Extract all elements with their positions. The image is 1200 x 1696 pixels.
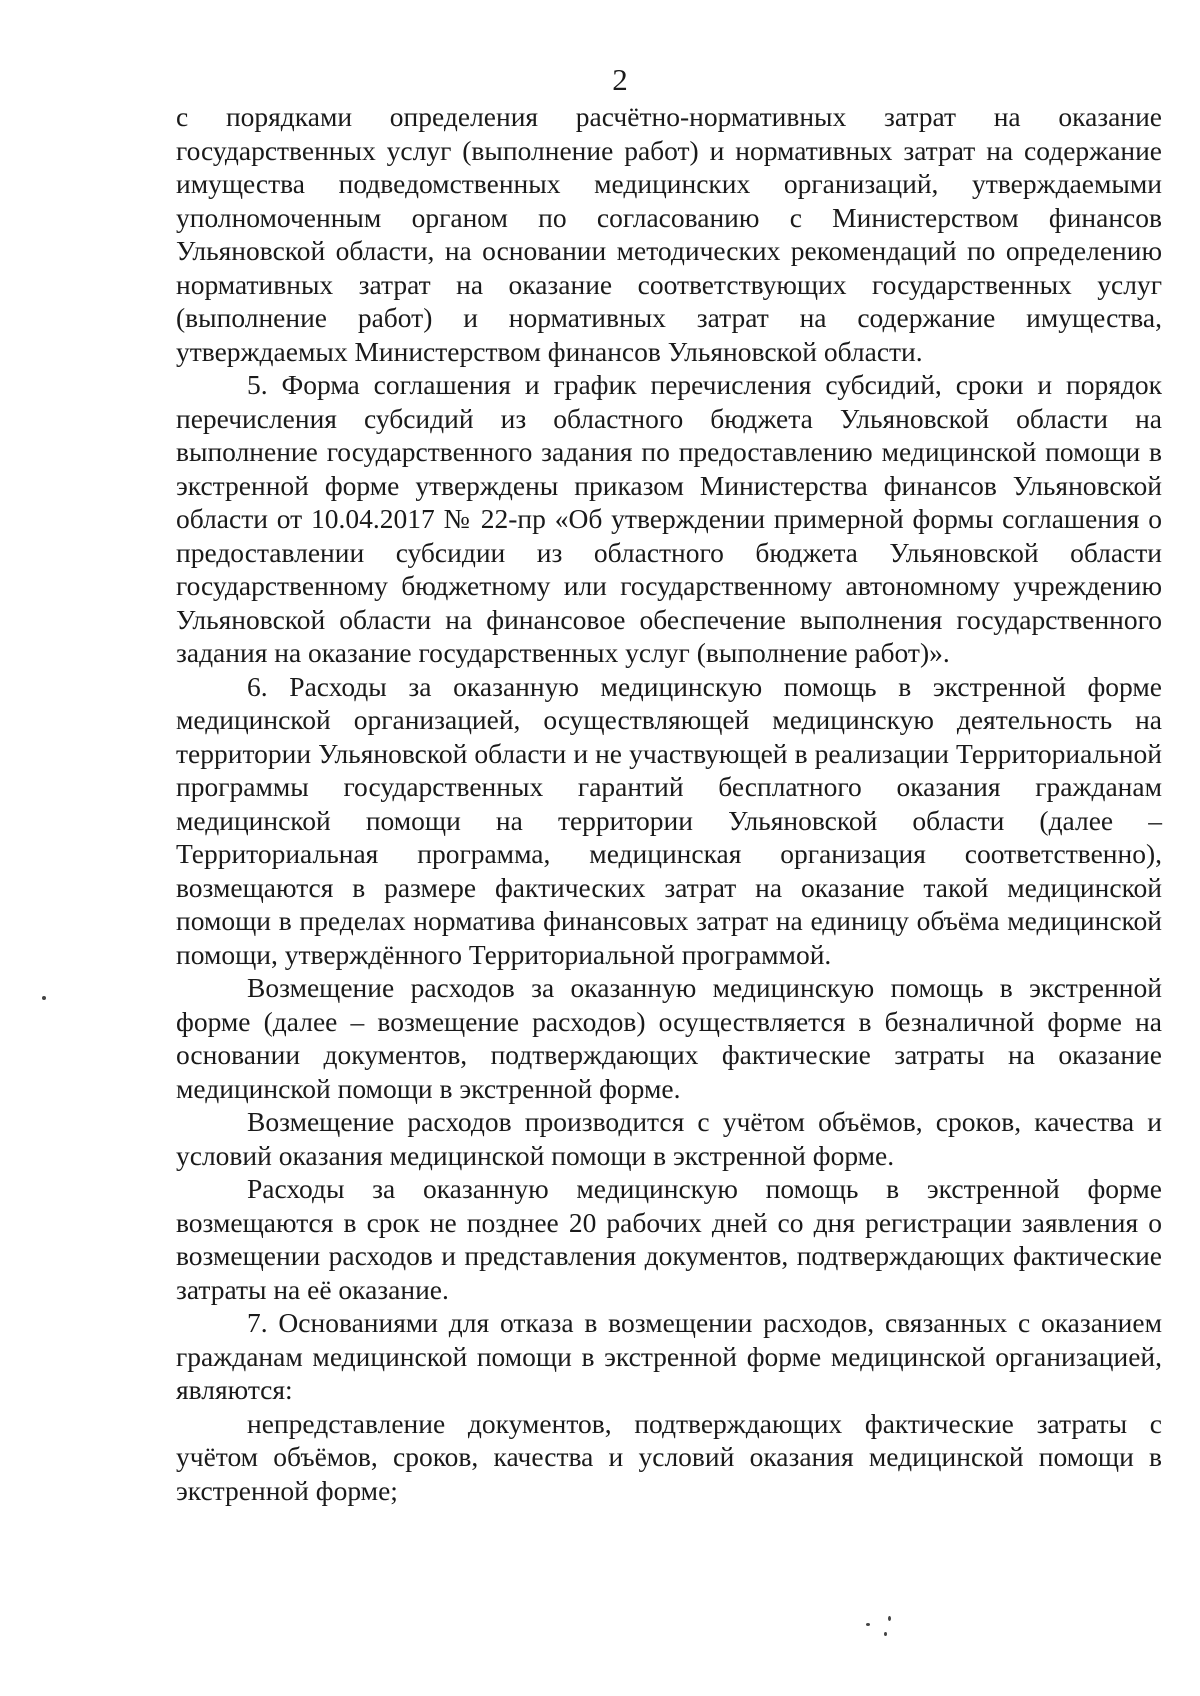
scan-speck	[42, 996, 46, 1000]
paragraph-reimbursement-deadline: Расходы за оказанную медицинскую помощь в экстренной форме возмещаются в срок не позднее 20 рабочих дней со дня регистрации заявления о возмещении расходов и представления документов, подтверждающих фактические затраты на её оказание.	[176, 1173, 1162, 1305]
scan-speck	[888, 1616, 891, 1621]
paragraph-refusal-reason: непредставление документов, подтверждающих фактические затраты с учётом объёмов, сроков, качества и условий оказания медицинской помощи в экстренной форме;	[176, 1407, 1162, 1506]
paragraph-reimbursement-basis: Возмещение расходов за оказанную медицинскую помощь в экстренной форме (далее – возмещение расходов) осуществляется в безналичной форме на основании документов, подтверждающих фактические затраты на оказание медицинской помощи в экстренной форме.	[176, 972, 1162, 1104]
document-body	[176, 100, 1162, 1507]
paragraph-reimbursement-conditions: Возмещение расходов производится с учётом объёмов, сроков, качества и условий оказания медицинской помощи в экстренной форме.	[176, 1106, 1162, 1171]
paragraph-item-6: 6. Расходы за оказанную медицинскую помощь в экстренной форме медицинской организацией, осуществляющей медицинскую деятельность на территории Ульяновской области и не участвующей в реализации Территориальной программы государственных гарантий бесплатного оказания гражданам медицинской помощи на территории Ульяновской области (далее – Территориальная программа, медицинская организация соответственно), возмещаются в размере фактических затрат на оказание такой медицинской помощи в пределах норматива финансовых затрат на единицу объёма медицинской помощи, утверждённого Территориальной программой.	[176, 670, 1162, 970]
paragraph-item-5: 5. Форма соглашения и график перечисления субсидий, сроки и порядок перечисления субсидий из областного бюджета Ульяновской области на выполнение государственного задания по предоставлению медицинской помощи в экстренной форме утверждены приказом Министерства финансов Ульяновской области от 10.04.2017 № 22-пр «Об утверждении примерной формы соглашения о предоставлении субсидии из областного бюджета Ульяновской области государственному бюджетному или государственному автономному учреждению Ульяновской области на финансовое обеспечение выполнения государственного задания на оказание государственных услуг (выполнение работ)».	[176, 369, 1162, 668]
page-number: 2	[612, 62, 628, 97]
scan-speck	[884, 1632, 887, 1636]
paragraph-continuation: с порядками определения расчётно-нормативных затрат на оказание государственных услуг (выполнение работ) и нормативных затрат на содержание имущества подведомственных медицинских организаций, утверждаемыми уполномоченным органом по согласованию с Министерством финансов Ульяновской области, на основании методических рекомендаций по определению нормативных затрат на оказание соответствующих государственных услуг (выполнение работ) и нормативных затрат на содержание имущества, утверждаемых Министерством финансов Ульяновской области.	[176, 101, 1162, 367]
paragraph-item-7: 7. Основаниями для отказа в возмещении расходов, связанных с оказанием гражданам медицинской помощи в экстренной форме медицинской организацией, являются:	[176, 1307, 1162, 1405]
scan-speck	[866, 1623, 870, 1626]
